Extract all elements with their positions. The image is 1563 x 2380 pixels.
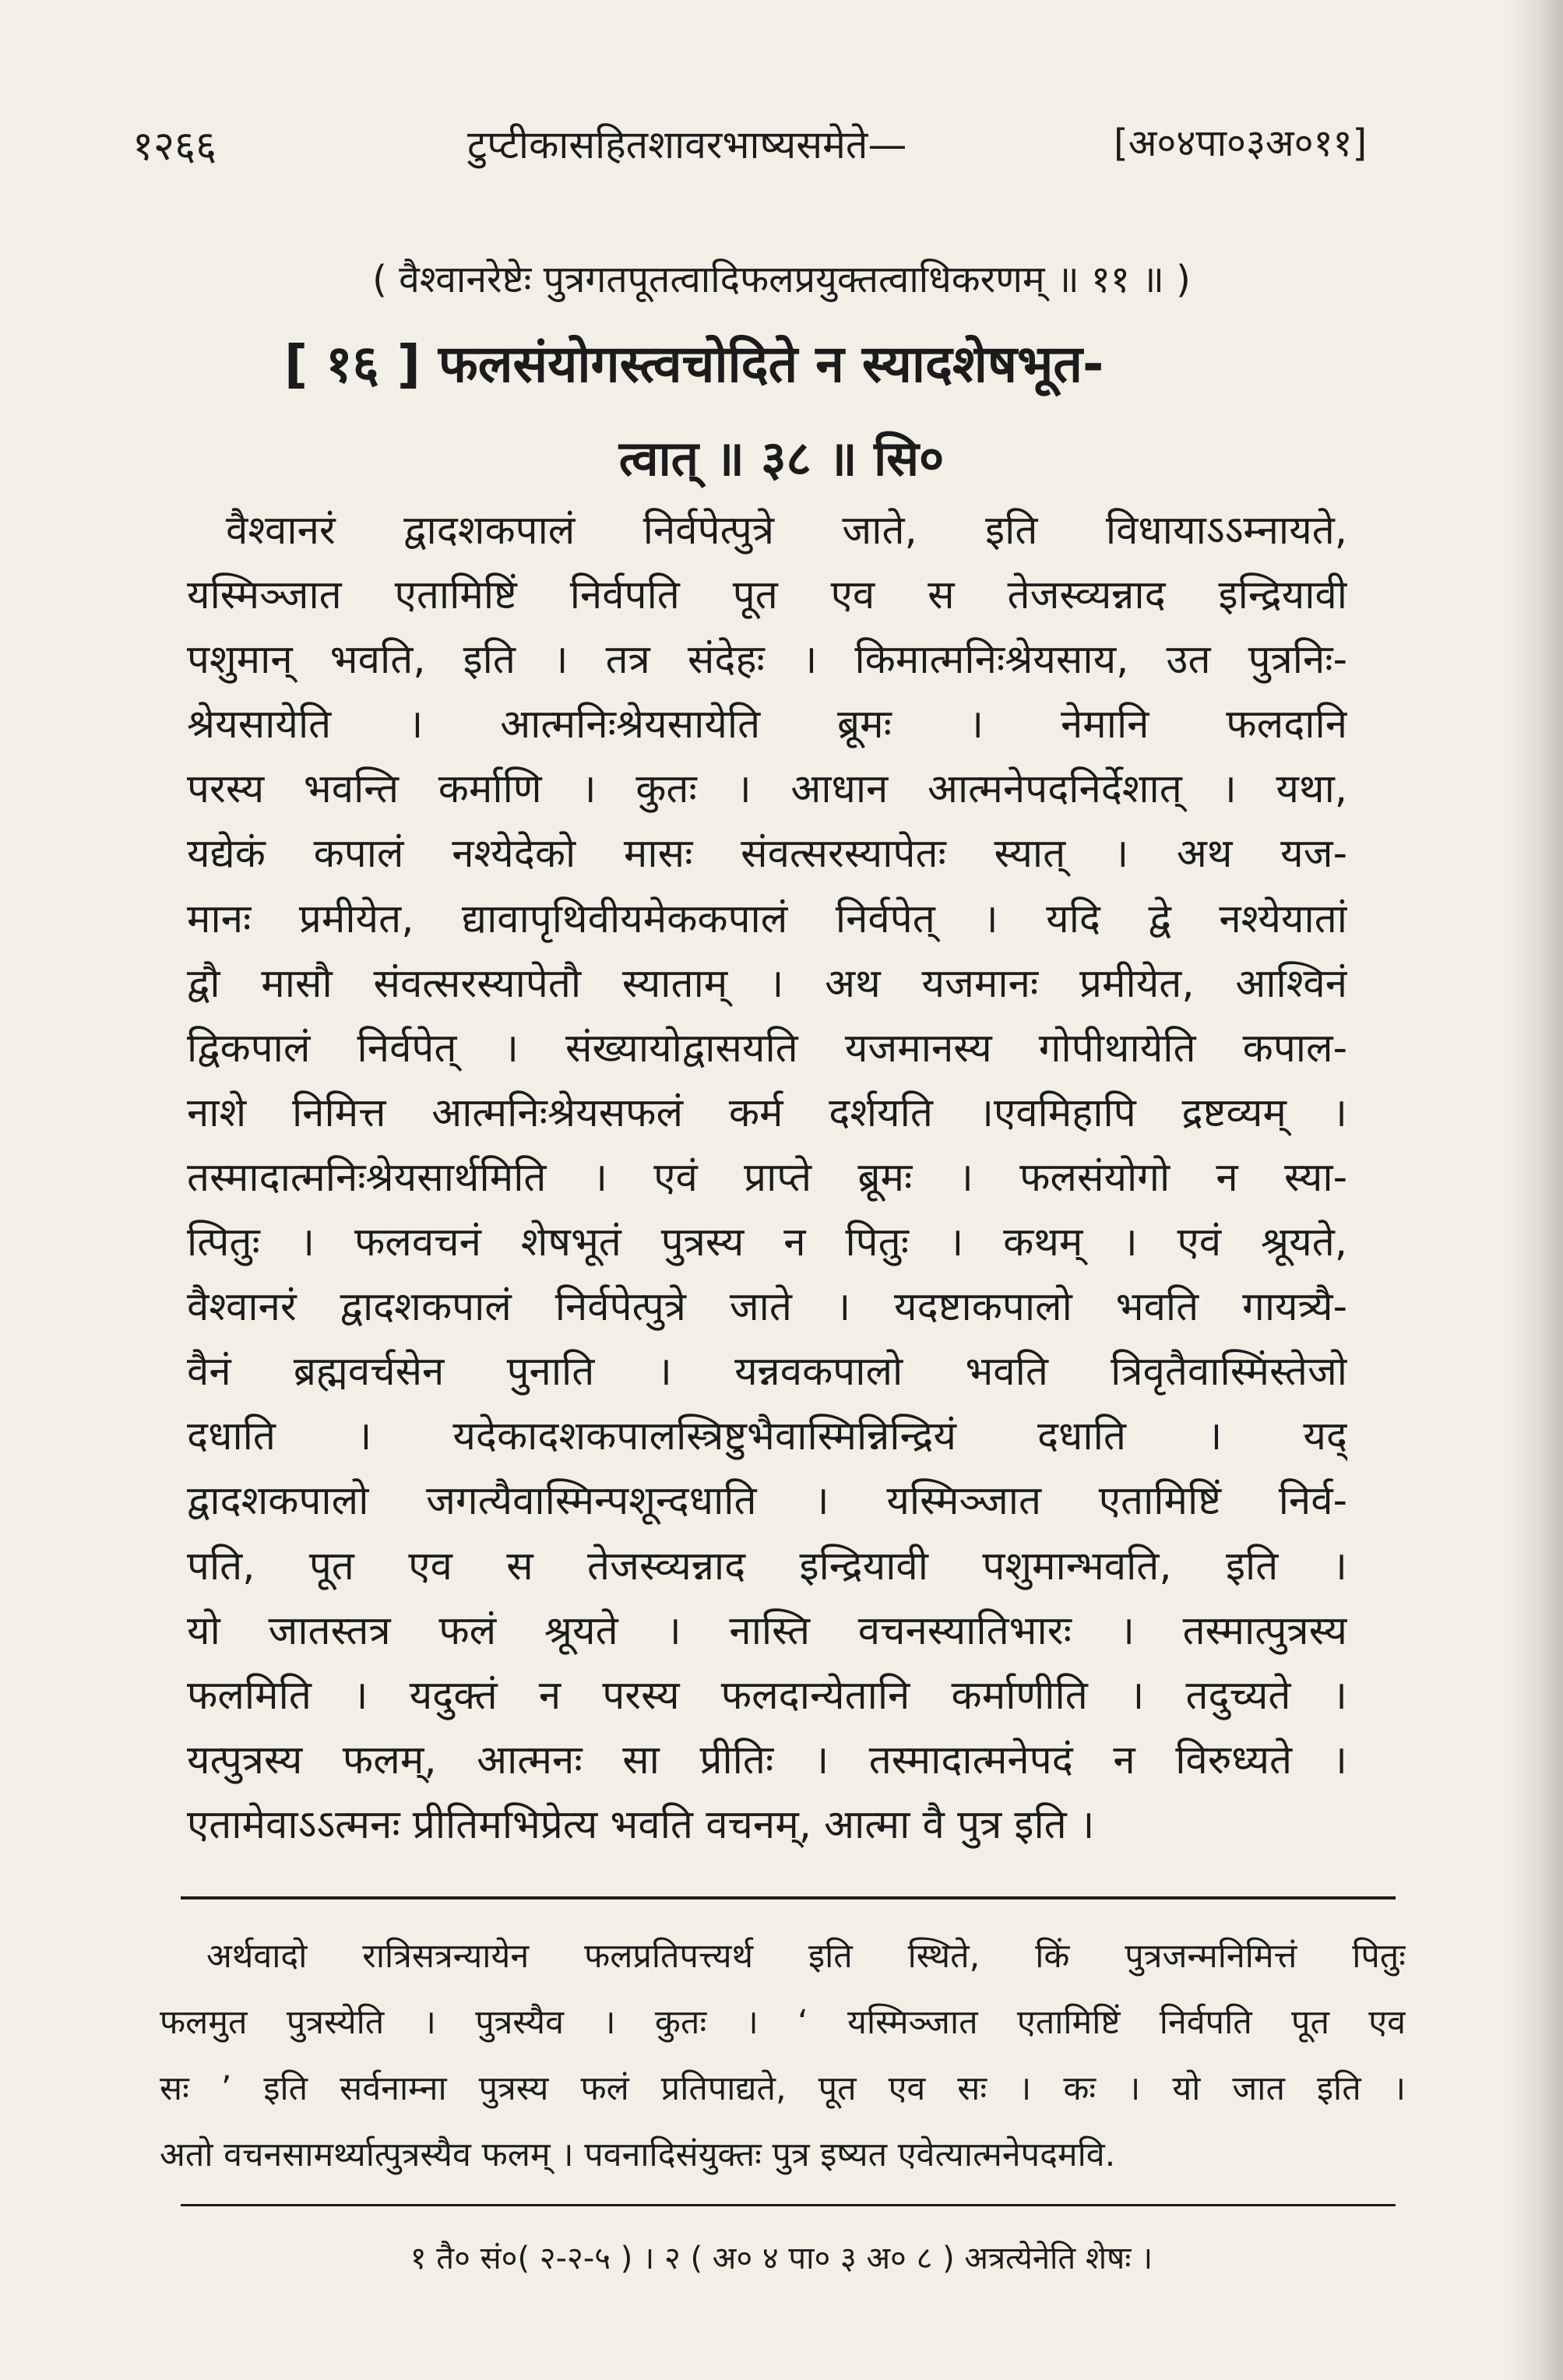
bhashya-line: वैश्वानरं द्वादशकपालं निर्वपेत्पुत्रे जाते, इति विधायाऽऽम्नायते, [226,508,1347,554]
bhashya-line: मानः प्रमीयेत, द्यावापृथिवीयमेककपालं निर्वपेत् । यदि द्वे नश्येयातां [187,896,1347,942]
footnote: १ तै० सं०( २-२-५ ) । २ ( अ० ४ पा० ३ अ० ८ ) अत्रत्येनेति शेषः । [410,2241,1153,2276]
bhashya-line: फलमिति । यदुक्तं न परस्य फलदान्येतानि कर्माणीति । तदुच्यते । [187,1672,1347,1719]
page-number: १२६६ [132,123,217,170]
bhashya-line: त्पितुः । फलवचनं शेषभूतं पुत्रस्य न पितुः । कथम् । एवं श्रूयते, [187,1220,1347,1266]
tika-line: फलमुत पुत्रस्येति । पुत्रस्यैव । कुतः । ‘ यस्मिञ्जात एतामिष्टिं निर्वपति पूत एव [160,2003,1406,2042]
sutra-line-1: [ १६ ] फलसंयोगस्त्वचोदिते न स्यादशेषभूत- [284,334,1104,394]
bhashya-line: द्विकपालं निर्वपेत् । संख्यायोद्वासयति यजमानस्य गोपीथायेति कपाल- [187,1025,1347,1072]
footnote-divider [181,2204,1396,2206]
bhashya-line: यत्पुत्रस्य फलम्, आत्मनः सा प्रीतिः । तस्मादात्मनेपदं न विरुध्यते । [187,1737,1347,1783]
bhashya-line: नाशे निमित्त आत्मनिःश्रेयसफलं कर्म दर्शयति ।एवमिहापि द्रष्टव्यम् । [187,1090,1347,1136]
bhashya-line: पशुमान् भवति, इति । तत्र संदेहः । किमात्मनिःश्रेयसाय, उत पुत्रनिः- [187,637,1347,684]
bhashya-line: परस्य भवन्ति कर्माणि । कुतः । आधान आत्मनेपदनिर्देशात् । यथा, [187,766,1347,813]
commentary-divider [181,1896,1396,1899]
bhashya-line: दधाति । यदेकादशकपालस्त्रिष्टुभैवास्मिन्निन्द्रियं दधाति । यद् [187,1414,1347,1460]
adhikarana-title: ( वैश्वानरेष्टेः पुत्रगतपूतत्वादिफलप्रयुक्तत्वाधिकरणम् ॥ ११ ॥ ) [372,258,1191,301]
running-header [125,117,1402,179]
tika-commentary [160,1924,1406,2188]
bhashya-line: श्रेयसायेति । आत्मनिःश्रेयसायेति ब्रूमः । नेमानि फलदानि [187,702,1347,748]
bhashya-line: यद्येकं कपालं नश्येदेको मासः संवत्सरस्यापेतः स्यात् । अथ यज- [187,831,1347,878]
bhashya-line: द्वौ मासौ संवत्सरस्यापेतौ स्याताम् । अथ यजमानः प्रमीयेत, आश्विनं [187,960,1347,1007]
bhashya-line: वैश्वानरं द्वादशकपालं निर्वपेत्पुत्रे जाते । यदष्टाकपालो भवति गायत्र्यै- [187,1284,1347,1331]
section-reference: [अ०४पा०३अ०११] [1114,121,1368,165]
bhashya-line: द्वादशकपालो जगत्यैवास्मिन्पशून्दधाति । यस्मिञ्जात एतामिष्टिं निर्व- [187,1478,1347,1525]
bhashya-line: यो जातस्तत्र फलं श्रूयते । नास्ति वचनस्यातिभारः । तस्मात्पुत्रस्य [187,1607,1347,1654]
bhashya-line: एतामेवाऽऽत्मनः प्रीतिमभिप्रेत्य भवति वचनम्, आत्मा वै पुत्र इति । [187,1801,1095,1848]
tika-line: सः ’ इति सर्वनाम्ना पुत्रस्य फलं प्रतिपाद्यते, पूत एव सः । कः । यो जात इति । [160,2069,1406,2108]
running-title: टुप्टीकासहितशावरभाष्यसमेते— [467,122,907,167]
bhashya-line: वैनं ब्रह्मवर्चसेन पुनाति । यन्नवकपालो भवति त्रिवृतैवास्मिंस्तेजो [187,1349,1347,1396]
sutra-line-2: त्वात् ॥ ३८ ॥ सि० [618,430,945,487]
bhashya-line: तस्मादात्मनिःश्रेयसार्थमिति । एवं प्राप्ते ब्रूमः । फलसंयोगो न स्या- [187,1154,1347,1201]
tika-line: अतो वचनसामर्थ्यात्पुत्रस्यैव फलम् । पवनादिसंयुक्तः पुत्र इष्यत एवेत्यात्मनेपदमवि. [160,2135,1116,2174]
tika-line: अर्थवादो रात्रिसत्रन्यायेन फलप्रतिपत्त्यर्थ इति स्थिते, किं पुत्रजन्मनिमित्तं पितुः [206,1937,1406,1976]
page-edge-shadow [1508,0,1563,2380]
bhashya-text [187,498,1347,1857]
bhashya-line: यस्मिञ्जात एतामिष्टिं निर्वपति पूत एव स तेजस्व्यन्नाद इन्द्रियावी [187,572,1347,619]
bhashya-line: पति, पूत एव स तेजस्व्यन्नाद इन्द्रियावी पशुमान्भवति, इति । [187,1543,1347,1590]
